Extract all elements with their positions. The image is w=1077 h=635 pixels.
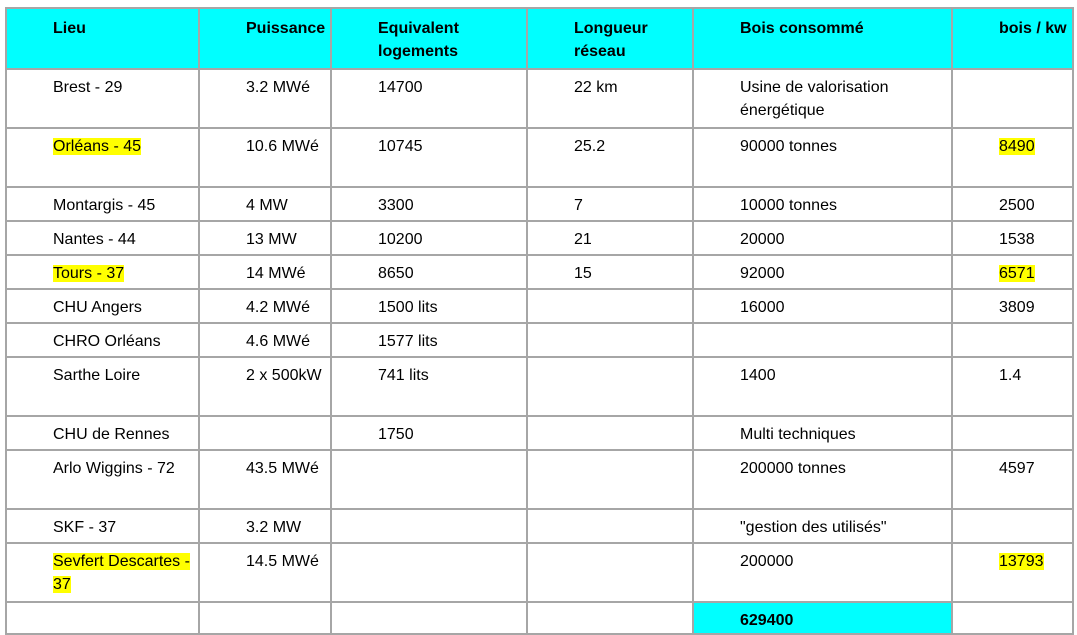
cell-ratio (953, 324, 1072, 356)
cell-longueur (528, 451, 692, 508)
cell-logements: 10200 (332, 222, 526, 254)
cell-empty (200, 603, 330, 633)
cell-bois: 200000 tonnes (694, 451, 951, 508)
cell-logements: 8650 (332, 256, 526, 288)
cell-ratio (953, 129, 1072, 186)
cell-ratio (953, 417, 1072, 449)
header-equivalent-logements: Equivalent logements (332, 9, 526, 68)
cell-bois (694, 324, 951, 356)
highlighted-text: 6571 (999, 265, 1035, 282)
cell-puissance (200, 417, 330, 449)
highlighted-text: 8490 (999, 138, 1035, 155)
cell-puissance: 14 MWé (200, 256, 330, 288)
cell-ratio (953, 544, 1072, 601)
table-row (7, 417, 1072, 449)
cell-longueur: 7 (528, 188, 692, 220)
table-header-row (7, 9, 1072, 68)
cell-logements: 10745 (332, 129, 526, 186)
wood-energy-table (5, 7, 1074, 635)
cell-longueur (528, 358, 692, 415)
cell-puissance: 4.2 MWé (200, 290, 330, 322)
cell-lieu: Sarthe Loire (7, 358, 198, 415)
cell-bois: 1400 (694, 358, 951, 415)
cell-puissance: 10.6 MWé (200, 129, 330, 186)
cell-bois: Usine de valorisation énergétique (694, 70, 951, 127)
header-bois-par-kw: bois / kw (953, 9, 1072, 68)
cell-lieu: Montargis - 45 (7, 188, 198, 220)
table-row (7, 510, 1072, 542)
cell-lieu (7, 544, 198, 601)
cell-ratio (953, 510, 1072, 542)
cell-ratio: 2500 (953, 188, 1072, 220)
table-row (7, 222, 1072, 254)
table-row (7, 358, 1072, 415)
cell-puissance: 2 x 500kW (200, 358, 330, 415)
cell-longueur: 25.2 (528, 129, 692, 186)
cell-longueur: 21 (528, 222, 692, 254)
header-bois-consomme: Bois consommé (694, 9, 951, 68)
cell-ratio (953, 70, 1072, 127)
cell-ratio: 1538 (953, 222, 1072, 254)
table-row (7, 324, 1072, 356)
cell-logements: 3300 (332, 188, 526, 220)
table-row (7, 188, 1072, 220)
highlighted-text: Orléans - 45 (53, 138, 142, 155)
cell-bois: 20000 (694, 222, 951, 254)
cell-puissance: 3.2 MWé (200, 70, 330, 127)
cell-empty (528, 603, 692, 633)
table-row (7, 70, 1072, 127)
cell-bois: 10000 tonnes (694, 188, 951, 220)
cell-ratio: 4597 (953, 451, 1072, 508)
highlighted-text: 13793 (999, 553, 1044, 570)
cell-lieu (7, 256, 198, 288)
cell-lieu: CHU de Rennes (7, 417, 198, 449)
cell-bois: Multi techniques (694, 417, 951, 449)
table-row (7, 256, 1072, 288)
cell-logements: 1750 (332, 417, 526, 449)
cell-logements: 741 lits (332, 358, 526, 415)
header-puissance: Puissance (200, 9, 330, 68)
table-row (7, 451, 1072, 508)
cell-bois: 200000 (694, 544, 951, 601)
cell-longueur (528, 544, 692, 601)
cell-puissance: 43.5 MWé (200, 451, 330, 508)
table-row (7, 129, 1072, 186)
cell-bois: "gestion des utilisés" (694, 510, 951, 542)
cell-lieu: SKF - 37 (7, 510, 198, 542)
highlighted-text: Sevfert Descartes - 37 (53, 553, 190, 593)
cell-bois: 92000 (694, 256, 951, 288)
cell-bois: 90000 tonnes (694, 129, 951, 186)
cell-puissance: 3.2 MW (200, 510, 330, 542)
cell-logements (332, 510, 526, 542)
header-longueur-reseau: Longueur réseau (528, 9, 692, 68)
cell-longueur (528, 290, 692, 322)
cell-puissance: 4.6 MWé (200, 324, 330, 356)
cell-puissance: 4 MW (200, 188, 330, 220)
cell-puissance: 14.5 MWé (200, 544, 330, 601)
header-lieu: Lieu (7, 9, 198, 68)
total-row (7, 603, 1072, 633)
cell-lieu: CHRO Orléans (7, 324, 198, 356)
cell-empty (332, 603, 526, 633)
cell-lieu: Nantes - 44 (7, 222, 198, 254)
cell-logements (332, 451, 526, 508)
cell-logements: 14700 (332, 70, 526, 127)
total-bois-consomme: 629400 (694, 603, 951, 633)
cell-longueur: 15 (528, 256, 692, 288)
cell-puissance: 13 MW (200, 222, 330, 254)
cell-logements: 1500 lits (332, 290, 526, 322)
cell-ratio: 1.4 (953, 358, 1072, 415)
cell-longueur (528, 324, 692, 356)
cell-lieu: Brest - 29 (7, 70, 198, 127)
cell-ratio: 3809 (953, 290, 1072, 322)
cell-empty (7, 603, 198, 633)
cell-longueur: 22 km (528, 70, 692, 127)
cell-empty (953, 603, 1072, 633)
cell-lieu: Arlo Wiggins - 72 (7, 451, 198, 508)
cell-lieu (7, 129, 198, 186)
table-row (7, 544, 1072, 601)
table-row (7, 290, 1072, 322)
cell-lieu: CHU Angers (7, 290, 198, 322)
cell-longueur (528, 417, 692, 449)
highlighted-text: Tours - 37 (53, 265, 125, 282)
cell-ratio (953, 256, 1072, 288)
cell-logements (332, 544, 526, 601)
cell-longueur (528, 510, 692, 542)
cell-bois: 16000 (694, 290, 951, 322)
cell-logements: 1577 lits (332, 324, 526, 356)
